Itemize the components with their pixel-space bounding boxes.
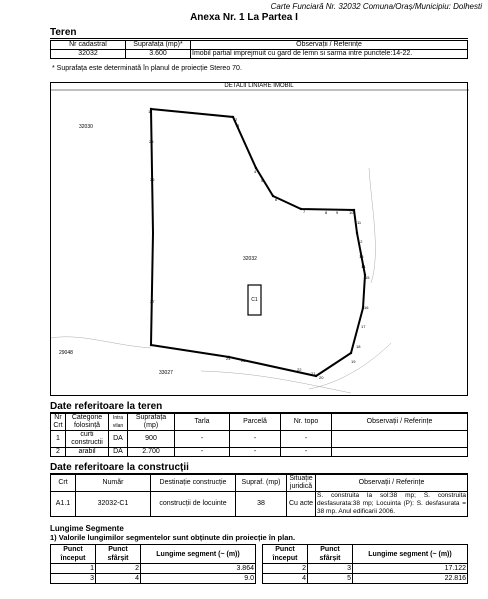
neighbor-line [201,371,351,393]
table-cell: 1 [51,564,96,574]
neighbor-label: 29048 [59,350,73,356]
point-label: 19 [351,359,356,364]
anexa-title: Anexa Nr. 1 La Partea I [190,12,298,23]
point-label: 17 [361,324,366,329]
building-label: C1 [251,297,258,303]
neighbor-label: 32030 [79,124,93,130]
table-cell: DA [109,448,128,457]
teren-title: Teren [50,27,77,38]
table-cell: 3 [308,564,353,574]
vertex-markers [150,108,366,377]
table-cell: 4 [96,574,141,584]
column-header: Situație juridică [287,475,316,492]
column-header: Tarla [175,414,230,431]
parcel-label: 32032 [243,256,257,262]
point-label: 5 [261,178,264,183]
table-cell [332,448,468,457]
point-label: 11 [357,220,362,225]
table-cell: 2 [263,564,308,574]
table-cell: - [175,448,230,457]
segments-table-left [50,544,256,584]
point-label: 6 [275,197,278,202]
table-cell: 5 [308,574,353,584]
point-label: 27 [150,299,155,304]
table-cell: S. construita la sol:38 mp; S. construita desfasurata:38 mp; Locuinta (P): S. desfasurata = 38 mp. Anul edificarii 2006. [317,492,466,515]
column-header: Lungime segment (~ (m)) [353,545,468,564]
point-label: 4 [254,169,257,174]
table-cell: - [281,431,332,448]
point-label: 13 [359,254,364,259]
point-label: 18 [356,344,361,349]
point-label: 2 [235,117,238,122]
point-label: 3 [237,123,240,128]
table-header-row [51,545,256,564]
table-cell [332,431,468,448]
neighbor-line [309,343,391,389]
point-label: 21 [311,371,316,376]
table-cell: - [281,448,332,457]
table-cell: DA [109,431,128,448]
point-label: 9 [336,210,339,215]
table-cell: arabil [66,448,109,457]
constructii-table [50,474,468,517]
teren-referitor-title: Date referitoare la teren [50,401,163,412]
column-header: Observații / Referințe [332,414,468,431]
point-label: 20 [319,375,324,380]
table-row [51,564,256,574]
table-row [51,431,468,448]
column-header: Nr. topo [281,414,332,431]
table-row [51,448,468,457]
table-cell: 4 [263,574,308,584]
column-header: Observații / Referințe [316,475,468,492]
column-header: Punct sfârșit [96,545,141,564]
teren-note: * Suprafața este determinată în planul de proiecție Stereo 70. [52,65,242,72]
column-header: Destinație construcție [151,475,236,492]
column-header: Număr [76,475,151,492]
column-header: Crt [51,475,76,492]
map-title: DETALII LINIARE IMOBIL [224,83,294,89]
column-header: Suprafața (mp)* [126,41,191,50]
table-row [263,564,468,574]
divider [50,38,468,39]
point-labels [148,109,370,380]
table-cell: construcții de locuinte [151,492,236,517]
point-label: 23 [241,358,246,363]
column-header: Punct sfârșit [308,545,353,564]
table-cell: 3.600 [126,50,191,59]
point-label: 8 [325,210,328,215]
table-cell: Cu acte [287,492,316,517]
lungime-subtitle: 1) Valorile lungimilor segmentelor sunt obținute din proiecție în plan. [50,533,296,542]
column-header: Intra vilan [109,414,128,431]
table-cell: 900 [128,431,175,448]
table-cell: 32032-C1 [76,492,151,517]
segments-table-right [262,544,468,584]
point-label: 15 [365,275,370,280]
neighbor-line [51,337,151,348]
table-row [263,574,468,584]
parcel-plan [51,83,469,397]
point-label: 1 [148,109,151,114]
column-header: Supraf. (mp) [236,475,287,492]
table-header-row [51,475,468,492]
table-cell: 22.816 [353,574,468,584]
table-cell: 3 [51,574,96,584]
table-header-row [263,545,468,564]
point-label: 25 [149,139,154,144]
table-cell: 9.0 [141,574,256,584]
column-header: Nr cadastral [51,41,126,50]
column-header: Lungime segment (~ (m)) [141,545,256,564]
table-cell: 2.700 [128,448,175,457]
table-cell: 32032 [51,50,126,59]
column-header: Categorie folosință [66,414,109,431]
table-row [51,492,468,517]
table-cell: curti constructii [66,431,109,448]
neighbor-label: 33027 [159,370,173,376]
table-cell: 2 [96,564,141,574]
column-header: Punct început [51,545,96,564]
parcel-boundary [151,109,365,376]
point-label: 10 [349,210,354,215]
table-cell: - [230,431,281,448]
table-cell: 38 [236,492,287,517]
column-header: Punct început [263,545,308,564]
column-header: Nr Crt [51,414,66,431]
carte-funciara-header: Carte Funciară Nr. 32032 Comuna/Oraș/Municipiu: Dolhesti [270,2,482,11]
point-label: 26 [150,177,155,182]
column-header: Suprafața (mp) [128,414,175,431]
table-cell: A1.1 [51,492,76,517]
point-label: 16 [364,305,369,310]
table-cell: 17.122 [353,564,468,574]
point-label: 24 [226,356,231,361]
teren-categories-table [50,413,468,457]
table-cell: 2 [51,448,66,457]
lungime-title: Lungime Segmente [50,524,124,533]
table-header-row [51,41,468,50]
table-cell: - [230,448,281,457]
point-label: 14 [361,264,366,269]
teren-table [50,40,468,59]
column-header: Observații / Referințe [191,41,468,50]
table-row [51,50,468,59]
table-cell: - [175,431,230,448]
table-cell: 1 [51,431,66,448]
parcel-map [50,82,468,396]
table-cell: 3.864 [141,564,256,574]
table-row [51,574,256,584]
point-label: 22 [297,367,302,372]
table-cell: Imobil partial imprejmuit cu gard de lemn si sarma intre punctele:14-22. [191,50,468,59]
column-header: Parcelă [230,414,281,431]
table-header-row [51,414,468,431]
neighbor-line [369,168,375,283]
point-label: 7 [303,209,306,214]
point-label: 12 [358,239,363,244]
constructii-title: Date referitoare la construcții [50,462,189,473]
